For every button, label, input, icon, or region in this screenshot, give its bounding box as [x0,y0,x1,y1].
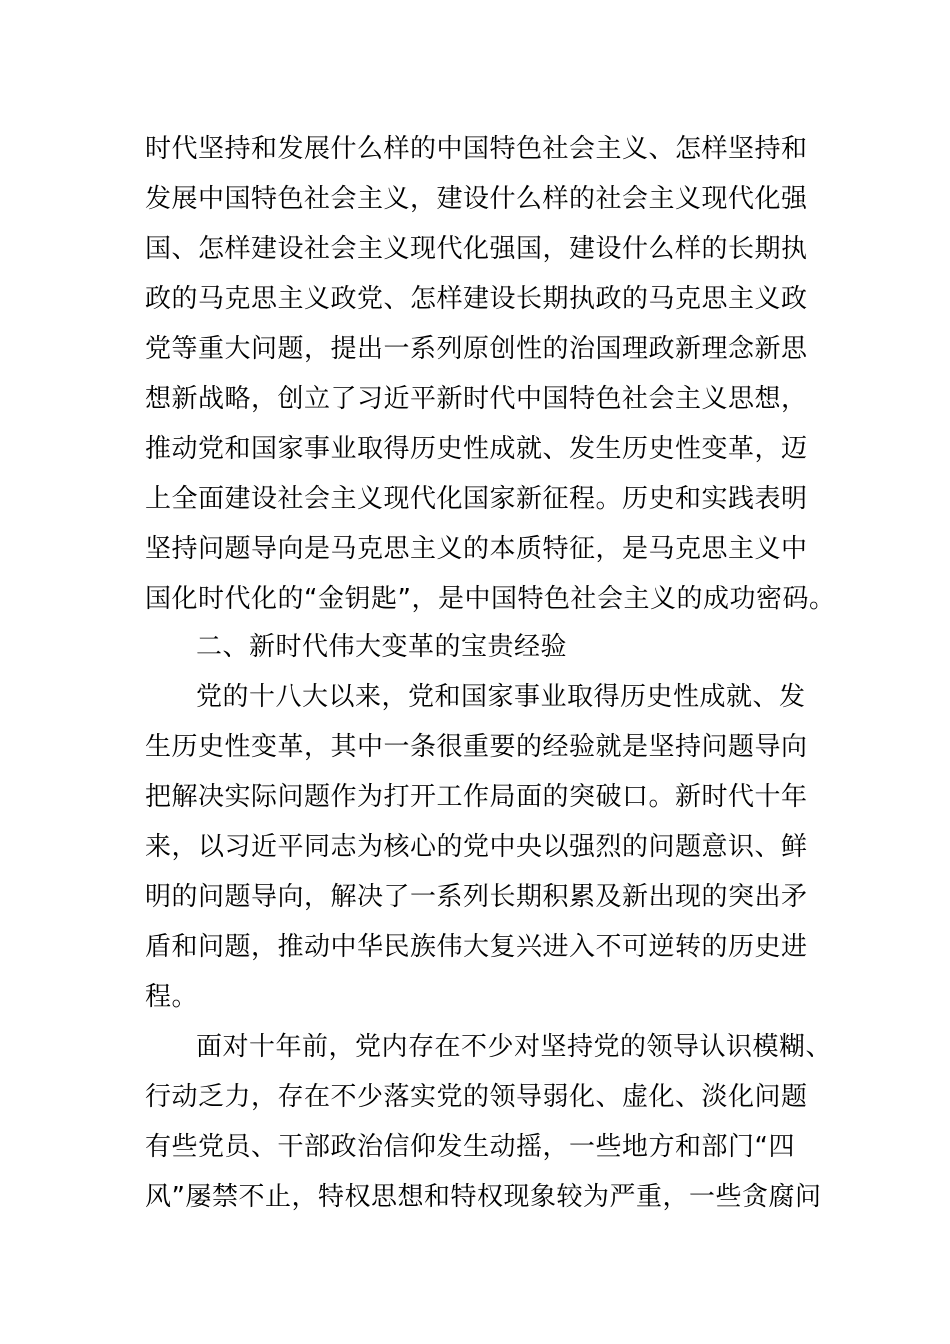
paragraph-first-line: 面对十年前，党内存在不少对坚持党的领导认识模糊、 [196,1032,833,1062]
text-line: 明的问题导向，解决了一系列长期积累及新出现的突出矛 [145,882,808,912]
text-line: 风”屡禁不止，特权思想和特权现象较为严重，一些贪腐问 [145,1182,822,1212]
text-line: 发展中国特色社会主义，建设什么样的社会主义现代化强 [145,184,808,214]
text-line: 党等重大问题，提出一系列原创性的治国理政新理念新思 [145,334,808,364]
text-line: 行动乏力，存在不少落实党的领导弱化、虚化、淡化问题 [145,1082,808,1112]
text-line: 国、怎样建设社会主义现代化强国，建设什么样的长期执 [145,234,808,264]
section-heading: 二、新时代伟大变革的宝贵经验 [196,632,568,662]
text-line: 时代坚持和发展什么样的中国特色社会主义、怎样坚持和 [145,134,808,164]
text-line: 生历史性变革，其中一条很重要的经验就是坚持问题导向 [145,732,808,762]
text-line: 盾和问题，推动中华民族伟大复兴进入不可逆转的历史进 [145,932,808,962]
text-line: 国化时代化的“金钥匙”，是中国特色社会主义的成功密码。 [145,584,836,614]
paragraph-first-line: 党的十八大以来，党和国家事业取得历史性成就、发 [196,682,806,712]
text-line: 坚持问题导向是马克思主义的本质特征，是马克思主义中 [145,534,808,564]
text-line: 有些党员、干部政治信仰发生动摇，一些地方和部门“四 [145,1132,795,1162]
text-line: 程。 [145,982,199,1012]
text-line: 政的马克思主义政党、怎样建设长期执政的马克思主义政 [145,284,808,314]
text-line: 来，以习近平同志为核心的党中央以强烈的问题意识、鲜 [145,832,808,862]
text-line: 想新战略，创立了习近平新时代中国特色社会主义思想， [145,384,808,414]
text-line: 上全面建设社会主义现代化国家新征程。历史和实践表明 [145,484,808,514]
text-line: 推动党和国家事业取得历史性成就、发生历史性变革，迈 [145,434,808,464]
text-line: 把解决实际问题作为打开工作局面的突破口。新时代十年 [145,782,808,812]
